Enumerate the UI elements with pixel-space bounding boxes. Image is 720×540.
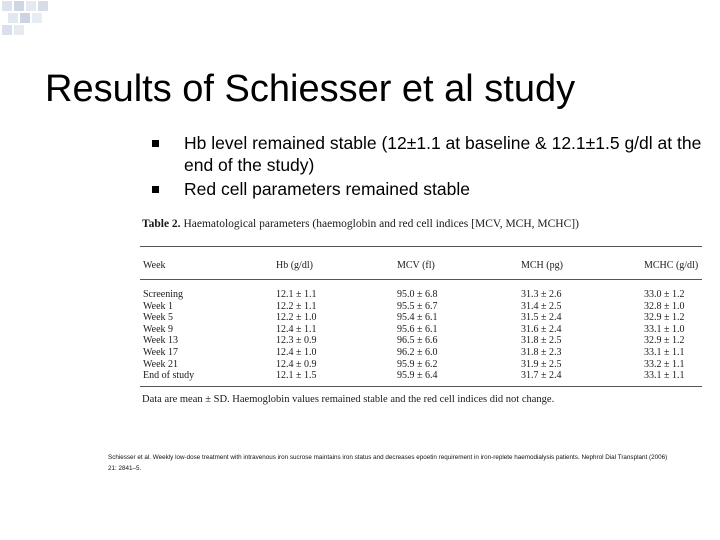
header-mchc: MCHC (g/dl) <box>644 260 699 271</box>
cell-mch: 31.4 ± 2.5 <box>521 300 562 312</box>
slide-title: Results of Schiesser et al study <box>45 68 576 110</box>
header-week: Week <box>143 260 166 271</box>
bullet-text: Red cell parameters remained stable <box>184 179 470 199</box>
cell-mcv: 95.4 ± 6.1 <box>397 312 438 324</box>
table-caption <box>142 218 579 230</box>
cell-mchc: 32.9 ± 1.2 <box>644 312 685 324</box>
bullet-item <box>148 178 708 200</box>
cell-hb: 12.1 ± 1.5 <box>276 370 317 382</box>
bullet-item <box>148 132 708 176</box>
cell-mcv: 95.9 ± 6.4 <box>397 370 438 382</box>
cell-mchc: 33.1 ± 1.1 <box>644 346 685 358</box>
cell-week: End of study <box>143 370 195 382</box>
table-row <box>140 335 702 347</box>
cell-mcv: 95.9 ± 6.2 <box>397 358 438 370</box>
corner-decoration <box>0 0 70 45</box>
cell-mcv: 95.0 ± 6.8 <box>397 289 438 300</box>
table-caption-text: Haematological parameters (haemoglobin and red cell indices [MCV, MCH, MCHC]) <box>183 218 579 230</box>
cell-mchc: 32.8 ± 1.0 <box>644 300 685 312</box>
cell-hb: 12.4 ± 1.0 <box>276 346 317 358</box>
cell-hb: 12.2 ± 1.1 <box>276 300 317 312</box>
cell-mch: 31.8 ± 2.3 <box>521 346 562 358</box>
cell-mch: 31.8 ± 2.5 <box>521 335 562 347</box>
table-bottom-rule <box>140 386 702 387</box>
cell-mch: 31.6 ± 2.4 <box>521 323 562 335</box>
table-row <box>140 301 702 313</box>
square-bullet-icon <box>152 140 159 147</box>
cell-week: Week 13 <box>143 335 179 347</box>
table-row <box>140 312 702 324</box>
bullet-list <box>148 132 708 202</box>
bullet-text: Hb level remained stable (12±1.1 at baseline & 12.1±1.5 g/dl at the end of the study) <box>184 133 702 175</box>
cell-week: Screening <box>143 289 183 300</box>
cell-mcv: 95.6 ± 6.1 <box>397 323 438 335</box>
cell-mchc: 33.0 ± 1.2 <box>644 289 685 300</box>
cell-mcv: 96.5 ± 6.6 <box>397 335 438 347</box>
cell-hb: 12.4 ± 0.9 <box>276 358 317 370</box>
cell-week: Week 17 <box>143 346 179 358</box>
table-top-rule <box>140 246 702 247</box>
cell-week: Week 9 <box>143 323 174 335</box>
table-caption-label: Table 2. <box>142 218 181 230</box>
cell-week: Week 5 <box>143 312 174 324</box>
table-footnote: Data are mean ± SD. Haemoglobin values remained stable and the red cell indices did not change. <box>142 394 555 405</box>
cell-week: Week 1 <box>143 300 174 312</box>
table-row <box>140 324 702 336</box>
cell-mch: 31.7 ± 2.4 <box>521 370 562 382</box>
header-mcv: MCV (fl) <box>397 260 435 271</box>
citation-reference: Schiesser et al. Weekly low-dose treatment with intravenous iron sucrose maintains iron status and decreases epoetin requirement in iron-replete haemodialysis patients. Nephrol Dial Transplant (2006) 21: 2841–5. <box>108 454 668 472</box>
cell-mch: 31.9 ± 2.5 <box>521 358 562 370</box>
table-row <box>140 370 702 382</box>
cell-mchc: 32.9 ± 1.2 <box>644 335 685 347</box>
table-row <box>140 359 702 371</box>
cell-mchc: 33.2 ± 1.1 <box>644 358 685 370</box>
cell-mcv: 95.5 ± 6.7 <box>397 300 438 312</box>
cell-week: Week 21 <box>143 358 179 370</box>
cell-mcv: 96.2 ± 6.0 <box>397 346 438 358</box>
cell-hb: 12.1 ± 1.1 <box>276 289 317 300</box>
table-row <box>140 347 702 359</box>
table-row <box>140 289 702 301</box>
corner-squares-graphic <box>0 0 70 45</box>
cell-hb: 12.3 ± 0.9 <box>276 335 317 347</box>
cell-mchc: 33.1 ± 1.1 <box>644 370 685 382</box>
header-mch: MCH (pg) <box>521 260 563 271</box>
haematology-table-image <box>140 216 704 410</box>
cell-hb: 12.4 ± 1.1 <box>276 323 317 335</box>
cell-mch: 31.3 ± 2.6 <box>521 289 562 300</box>
cell-mch: 31.5 ± 2.4 <box>521 312 562 324</box>
cell-hb: 12.2 ± 1.0 <box>276 312 317 324</box>
header-hb: Hb (g/dl) <box>276 260 313 271</box>
cell-mchc: 33.1 ± 1.0 <box>644 323 685 335</box>
table-header-rule <box>140 279 702 280</box>
square-bullet-icon <box>152 186 159 193</box>
table-body <box>140 289 702 382</box>
